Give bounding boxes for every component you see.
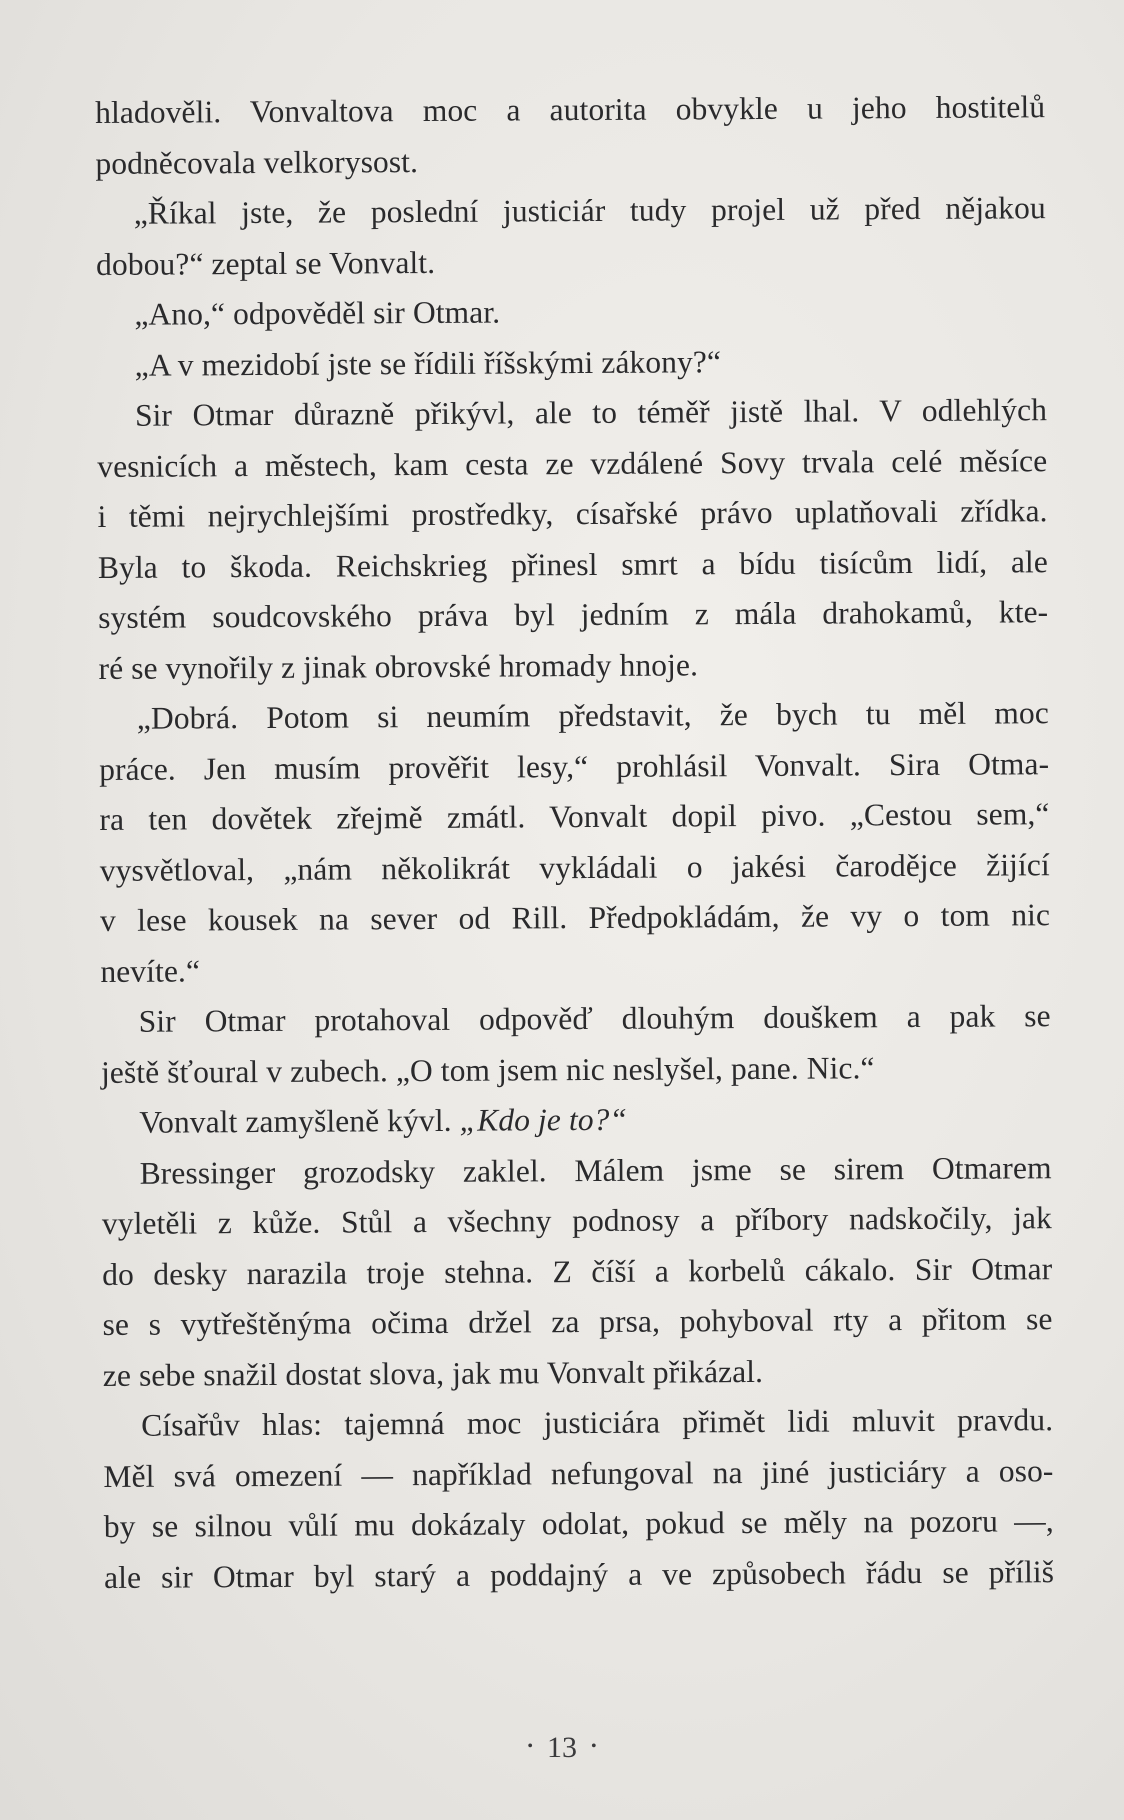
text-line bbox=[98, 638, 1048, 694]
text-line bbox=[100, 890, 1050, 946]
text-line bbox=[97, 335, 1047, 391]
text-line-content: Císařův hlas: tajemná moc justiciára přimět lidi mluvit pravdu. bbox=[141, 1402, 1054, 1443]
text-line bbox=[102, 1193, 1052, 1249]
text-line-content: ještě šťoural v zubech. „O tom jsem nic neslyšel, pane. Nic.“ bbox=[100, 1049, 875, 1090]
text-line-content: do desky narazila troje stehna. Z číší a korbelů cákalo. Sir Otmar bbox=[102, 1250, 1053, 1292]
page-folio bbox=[0, 1728, 1124, 1770]
text-line bbox=[103, 1446, 1053, 1502]
text-line bbox=[101, 991, 1051, 1047]
text-line bbox=[104, 1547, 1054, 1603]
body-text bbox=[95, 82, 1054, 1603]
text-line-content: Vonvalt zamyšleně kývl. bbox=[139, 1102, 452, 1140]
text-line-content: práce. Jen musím prověřit lesy,“ prohlásil Vonvalt. Sira Otma- bbox=[99, 745, 1050, 787]
folio-left-mark: • bbox=[527, 1738, 533, 1756]
text-line bbox=[96, 234, 1046, 290]
text-line-content: vesnicích a městech, kam cesta ze vzdálené Sovy trvala celé měsíce bbox=[97, 442, 1048, 484]
text-line-content: Byla to škoda. Reichskrieg přinesl smrt a bídu tisícům lidí, ale bbox=[97, 543, 1049, 585]
text-line-content: systém soudcovského práva byl jedním z mála drahokamů, kte- bbox=[98, 594, 1049, 635]
text-line bbox=[101, 1143, 1051, 1199]
text-line bbox=[103, 1345, 1053, 1401]
text-line-content: Bressinger grozodsky zaklel. Málem jsme se sirem Otmarem bbox=[139, 1149, 1052, 1191]
text-line-content: by se silnou vůlí mu dokázaly odolat, pokud se měly na pozoru —, bbox=[103, 1503, 1054, 1544]
text-line-content: ale sir Otmar byl starý a poddajný a ve způsobech řádu se příliš bbox=[103, 1553, 1055, 1595]
folio-right-mark: • bbox=[591, 1738, 597, 1756]
text-line bbox=[102, 1294, 1052, 1350]
text-line-content: ré se vynořily z jinak obrovské hromady hnoje. bbox=[98, 646, 699, 686]
text-line bbox=[100, 941, 1050, 997]
text-line-italic: „Kdo je to?“ bbox=[459, 1101, 628, 1138]
text-line bbox=[98, 537, 1048, 593]
text-line bbox=[100, 840, 1050, 896]
text-line bbox=[97, 486, 1047, 542]
text-line bbox=[99, 688, 1049, 744]
text-line-content: ra ten dovětek zřejmě zmátl. Vonvalt dopil pivo. „Cestou sem,“ bbox=[99, 796, 1050, 837]
text-line bbox=[97, 385, 1047, 441]
text-line-content: nevíte.“ bbox=[100, 952, 201, 989]
text-line bbox=[96, 284, 1046, 340]
text-line-content: se s vytřeštěnýma očima držel za prsa, pohyboval rty a přitom se bbox=[102, 1301, 1053, 1342]
text-line-content: podněcovala velkorysost. bbox=[95, 143, 419, 181]
text-line bbox=[95, 133, 1045, 189]
text-line bbox=[98, 587, 1048, 643]
text-line-content: hladověli. Vonvaltova moc a autorita obvykle u jeho hostitelů bbox=[95, 89, 1046, 130]
text-line-content: Měl svá omezení — například nefungoval na jiné justiciáry a oso- bbox=[103, 1452, 1054, 1494]
page-number: 13 bbox=[547, 1731, 577, 1764]
text-line-content: ze sebe snažil dostat slova, jak mu Vonvalt přikázal. bbox=[102, 1353, 764, 1393]
text-line bbox=[95, 82, 1045, 138]
text-line bbox=[101, 1042, 1051, 1098]
text-line-content: dobou?“ zeptal se Vonvalt. bbox=[95, 244, 436, 282]
text-line bbox=[99, 739, 1049, 795]
text-line-content: Sir Otmar protahoval odpověď dlouhým douškem a pak se bbox=[138, 998, 1051, 1039]
text-line bbox=[97, 436, 1047, 492]
text-line-content: Sir Otmar důrazně přikývl, ale to téměř jistě lhal. V odlehlých bbox=[134, 392, 1048, 433]
text-line-content: vyletěli z kůže. Stůl a všechny podnosy a příbory nadskočily, jak bbox=[101, 1200, 1053, 1241]
text-line-content: „Ano,“ odpověděl sir Otmar. bbox=[134, 294, 501, 332]
text-line bbox=[103, 1395, 1053, 1451]
text-line bbox=[101, 1092, 1051, 1148]
text-line bbox=[104, 1496, 1054, 1552]
text-line bbox=[102, 1244, 1052, 1300]
text-line-content: „A v mezidobí jste se řídili říšskými zákony?“ bbox=[134, 343, 722, 383]
text-line-content: i těmi nejrychlejšími prostředky, císařské právo uplatňovali zřídka. bbox=[97, 493, 1048, 534]
text-line bbox=[96, 183, 1046, 239]
text-line-content: „Říkal jste, že poslední justiciár tudy projel už před nějakou bbox=[133, 190, 1046, 231]
text-line-content: „Dobrá. Potom si neumím představit, že bych tu měl moc bbox=[136, 695, 1049, 736]
text-line-content: vysvětloval, „nám několikrát vykládali o jakési čarodějce žijící bbox=[99, 846, 1050, 888]
text-line-content: v lese kousek na sever od Rill. Předpokládám, že vy o tom nic bbox=[99, 897, 1051, 938]
text-line bbox=[99, 789, 1049, 845]
